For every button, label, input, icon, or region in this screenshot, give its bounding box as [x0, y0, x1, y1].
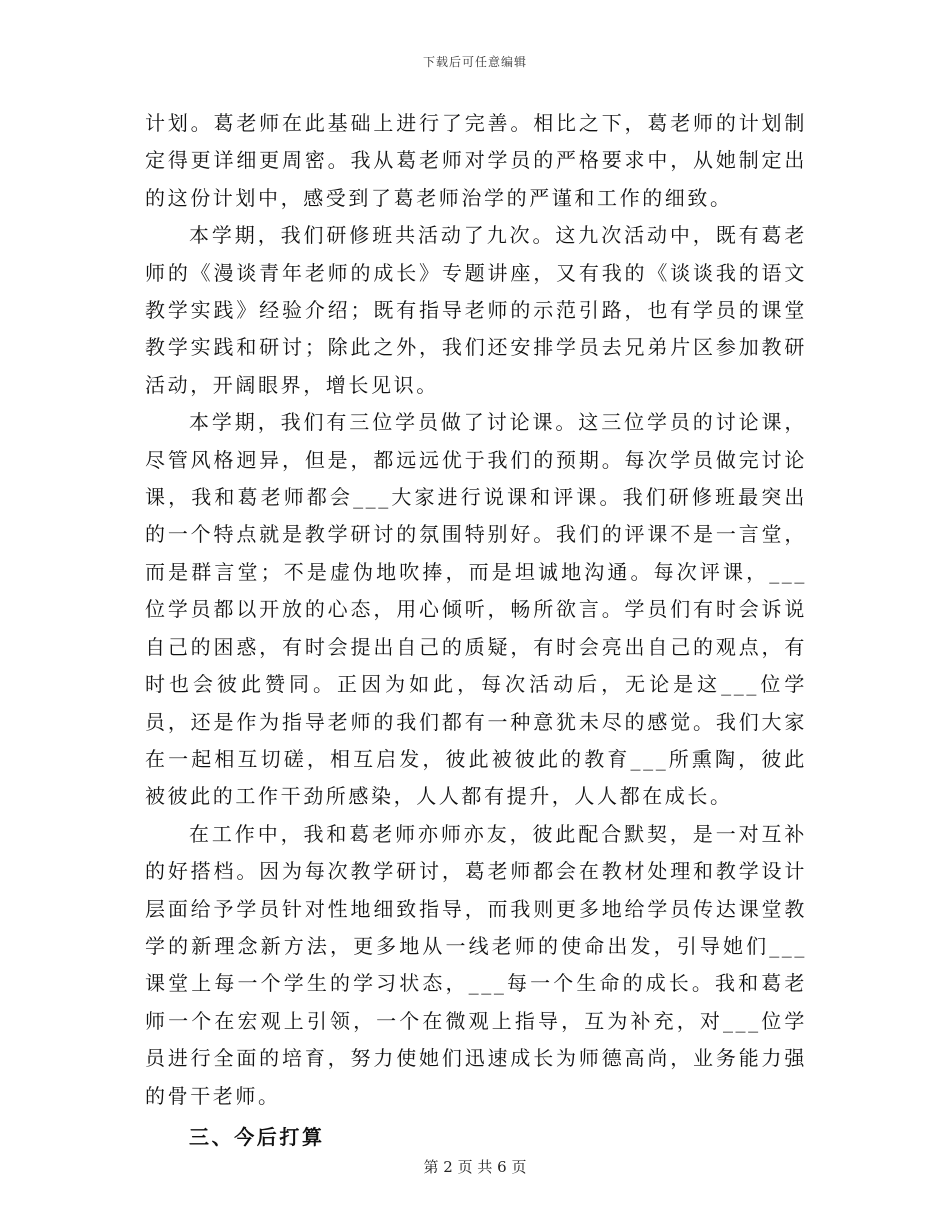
section-heading: 三、今后打算 [189, 1124, 325, 1149]
page-footer: 第 2 页 共 6 页 [423, 1158, 527, 1176]
paragraph-teamwork: 在工作中，我和葛老师亦师亦友，彼此配合默契，是一对互补的好搭档。因为每次教学研讨，葛老师都会在教材处理和教学设计层面给予学员针对性地细致指导，而我则更多地给学员传达课堂教学的新理念新方法，更多地从一线老师的使命出发，引导她们___课堂上每一个学生的学习状态，___每一个生命的成长。我和葛老师一个在宏观上引领，一个在微观上指导，互为补充，对___位学员进行全面的培育，努力使她们迅速成长为师德高尚，业务能力强的骨干老师。 [145, 821, 807, 1108]
paragraph-discussion-lessons: 本学期，我们有三位学员做了讨论课。这三位学员的讨论课，尽管风格迥异，但是，都远远优于我们的预期。每次学员做完讨论课，我和葛老师都会___大家进行说课和评课。我们研修班最突出的一个特点就是教学研讨的氛围特别好。我们的评课不是一言堂，而是群言堂；不是虚伪地吹捧，而是坦诚地沟通。每次评课，___位学员都以开放的心态，用心倾听，畅所欲言。学员们有时会诉说自己的困惑，有时会提出自己的质疑，有时会亮出自己的观点，有时也会彼此赞同。正因为如此，每次活动后，无论是这___位学员，还是作为指导老师的我们都有一种意犹未尽的感觉。我们大家在一起相互切磋，相互启发，彼此被彼此的教育___所熏陶，彼此被彼此的工作干劲所感染，人人都有提升，人人都在成长。 [145, 410, 807, 809]
document-body [145, 105, 807, 1156]
page-header: 下载后可任意编辑 [422, 55, 527, 69]
paragraph-activities: 本学期，我们研修班共活动了九次。这九次活动中，既有葛老师的《漫谈青年老师的成长》专题讲座，又有我的《谈谈我的语文教学实践》经验介绍；既有指导老师的示范引路，也有学员的课堂教学实践和研讨；除此之外，我们还安排学员去兄弟片区参加教研活动，开阔眼界，增长见识。 [145, 223, 807, 397]
paragraph-continued: 计划。葛老师在此基础上进行了完善。相比之下，葛老师的计划制定得更详细更周密。我从葛老师对学员的严格要求中，从她制定出的这份计划中，感受到了葛老师治学的严谨和工作的细致。 [145, 111, 807, 210]
